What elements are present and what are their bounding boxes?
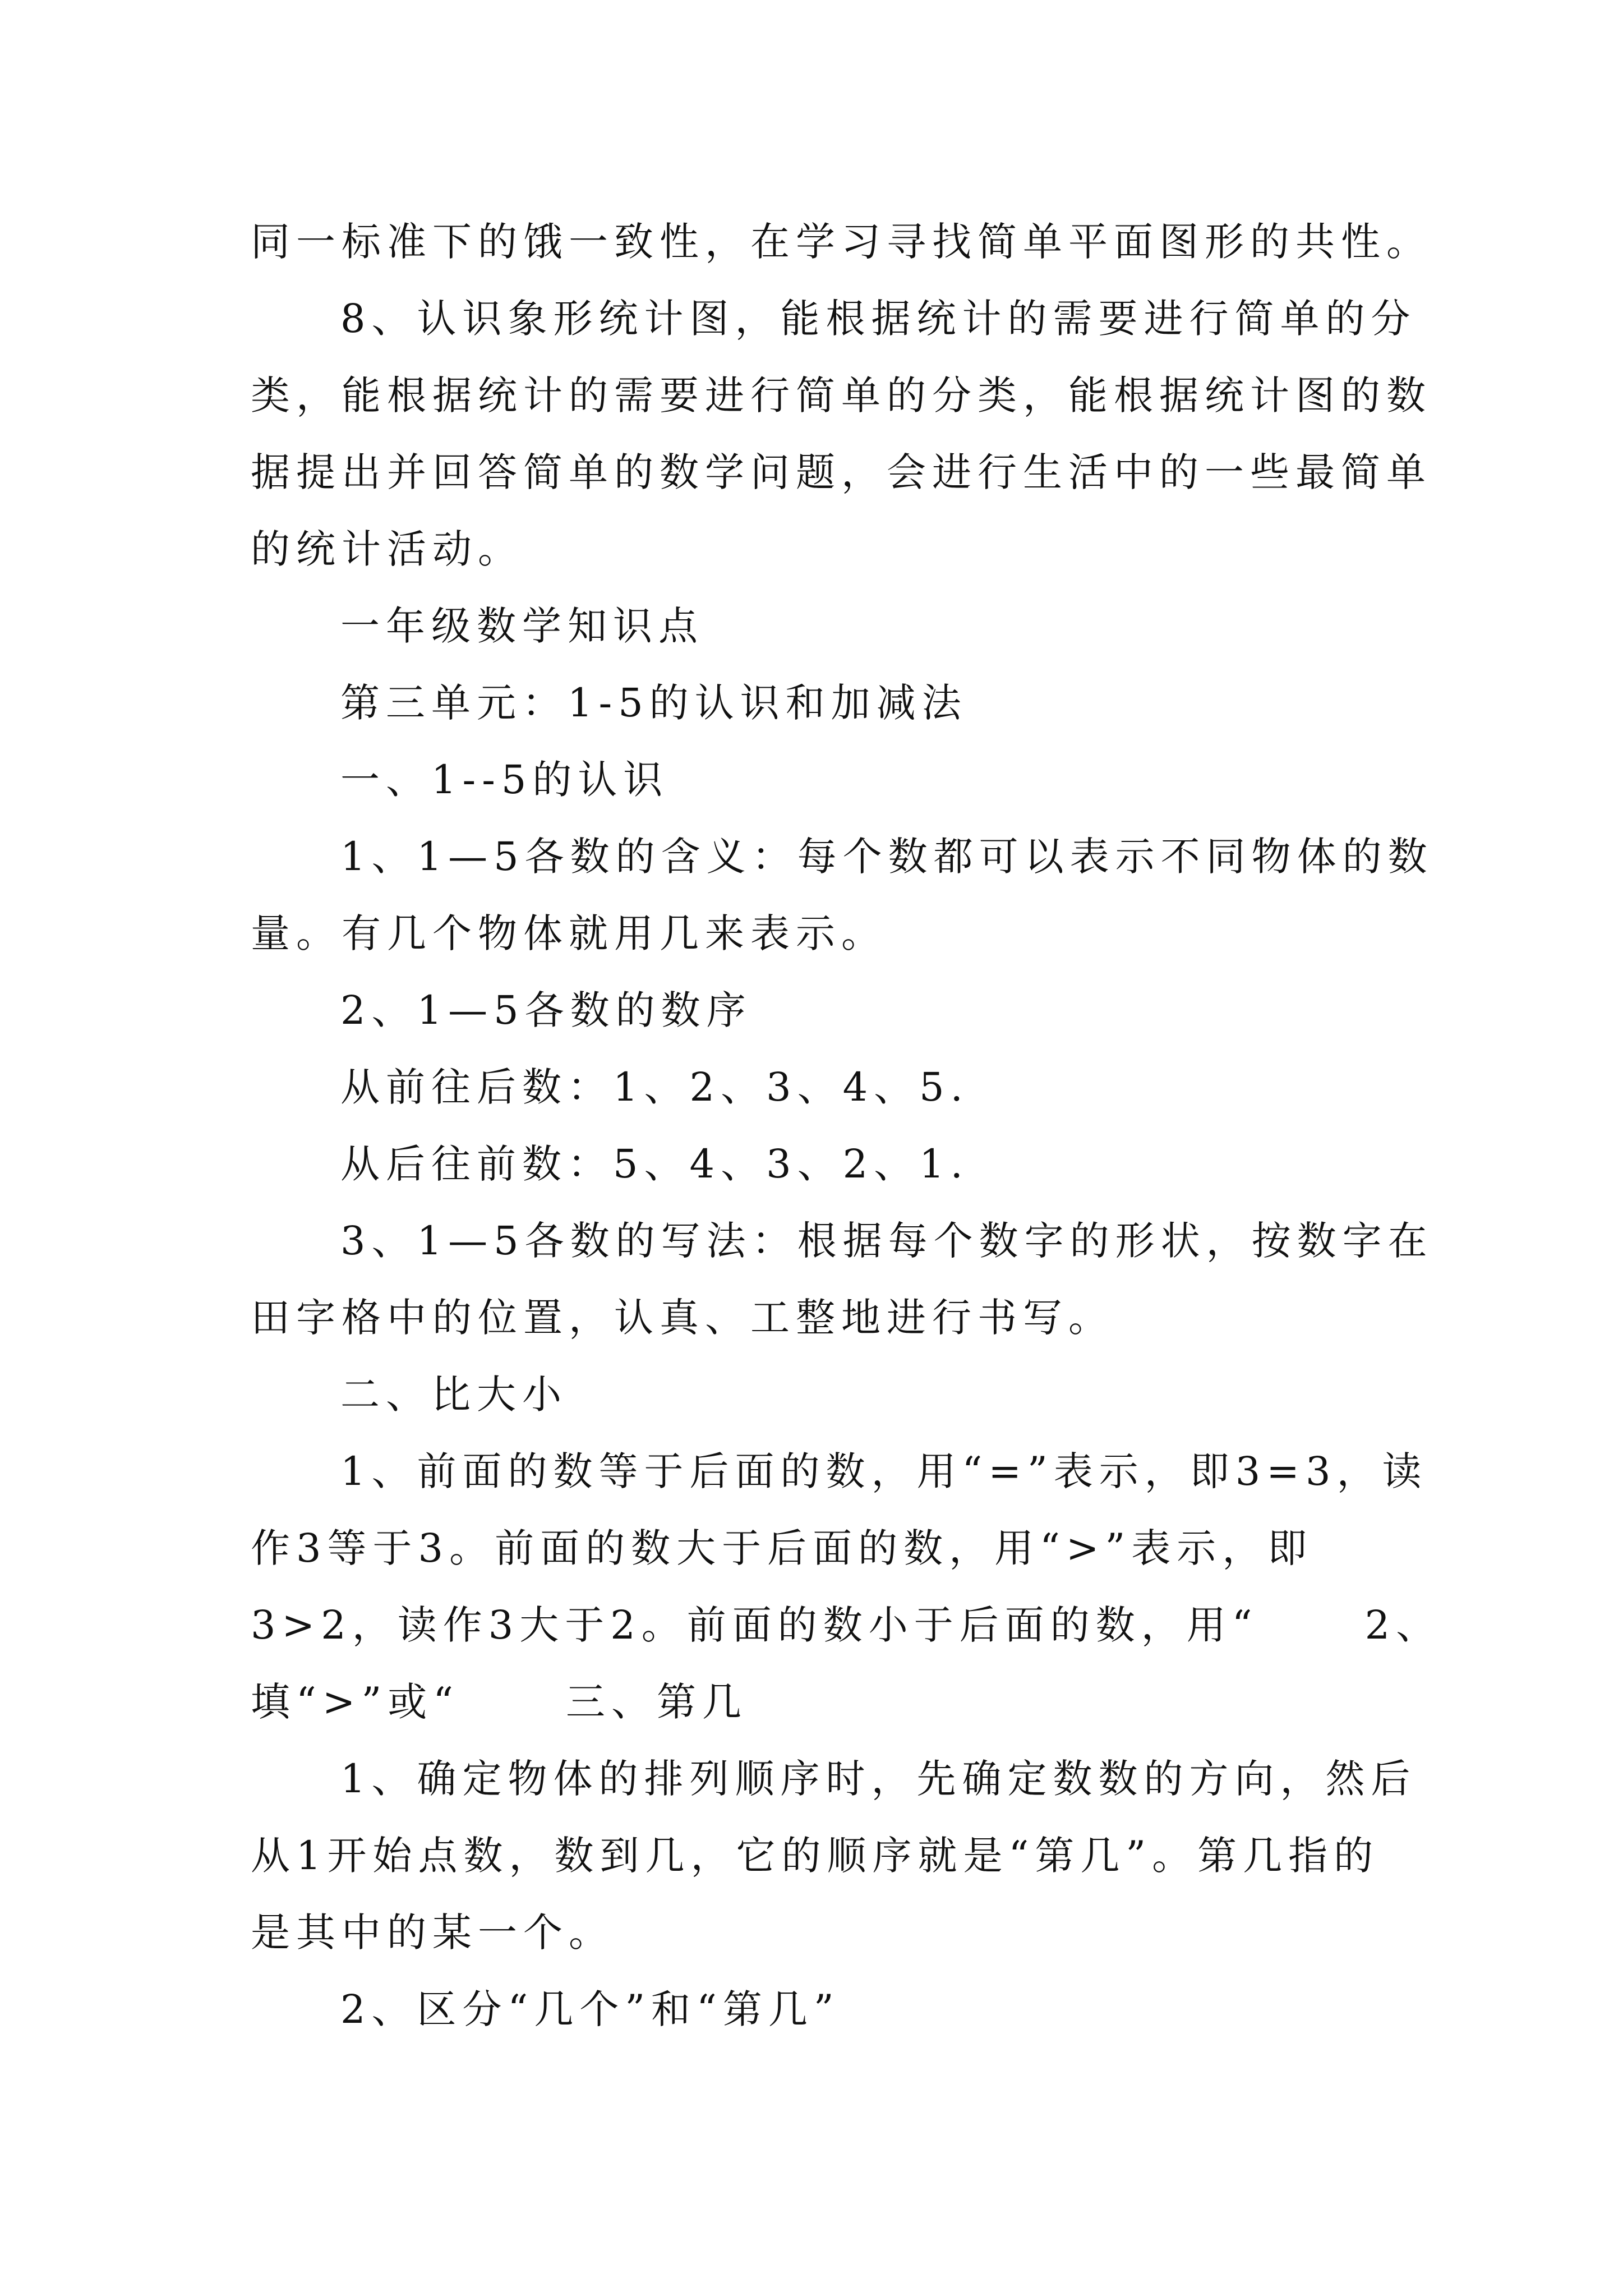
paragraph-line: 量。有几个物体就用几来表示。	[251, 910, 887, 956]
paragraph-fragment: 填“>”或“	[251, 1679, 460, 1725]
paragraph-line: 1、前面的数等于后面的数，用“=”表示，即3=3，读	[340, 1448, 1428, 1494]
section-heading: 一年级数学知识点	[340, 603, 704, 649]
paragraph-line: 3、1—5各数的写法：根据每个数字的形状，按数字在	[340, 1218, 1433, 1264]
paragraph-line: 同一标准下的饿一致性，在学习寻找简单平面图形的共性。	[251, 219, 1432, 265]
paragraph-line: 8、认识象形统计图，能根据统计的需要进行简单的分	[340, 296, 1417, 342]
paragraph-line: 的统计活动。	[251, 526, 523, 572]
paragraph-line: 1、1—5各数的含义：每个数都可以表示不同物体的数	[340, 834, 1433, 880]
paragraph-line: 从前往后数：1、2、3、4、5.	[340, 1064, 969, 1110]
paragraph-line: 1、确定物体的排列顺序时，先确定数数的方向，然后	[340, 1756, 1417, 1802]
paragraph-line: 是其中的某一个。	[251, 1910, 614, 1955]
paragraph-line: 作3等于3。前面的数大于后面的数，用“>”表示，即	[251, 1525, 1313, 1571]
subsection-heading: 一、1--5的认识	[340, 757, 669, 803]
document-body	[251, 204, 1442, 2048]
paragraph-fragment: 3>2，读作3大于2。前面的数小于后面的数，用“	[251, 1602, 1258, 1648]
paragraph-line-split	[251, 1664, 1395, 1741]
paragraph-line: 从1开始点数，数到几，它的顺序就是“第几”。第几指的	[251, 1833, 1380, 1879]
paragraph-line: 田字格中的位置，认真、工整地进行书写。	[251, 1295, 1114, 1341]
paragraph-line: 从后往前数：5、4、3、2、1.	[340, 1141, 969, 1187]
subsection-heading: 二、比大小	[340, 1372, 568, 1418]
unit-heading: 第三单元：1-5的认识和加减法	[340, 680, 967, 726]
paragraph-line: 类，能根据统计的需要进行简单的分类，能根据统计图的数	[251, 372, 1432, 418]
paragraph-line-split	[251, 1587, 1442, 1664]
paragraph-line: 2、1—5各数的数序	[340, 987, 752, 1033]
paragraph-line: 据提出并回答简单的数学问题，会进行生活中的一些最简单	[251, 449, 1432, 495]
subsection-heading: 三、第几	[566, 1679, 748, 1725]
paragraph-line: 2、区分“几个”和“第几”	[340, 1986, 840, 2032]
paragraph-fragment: 2、	[1364, 1602, 1442, 1648]
